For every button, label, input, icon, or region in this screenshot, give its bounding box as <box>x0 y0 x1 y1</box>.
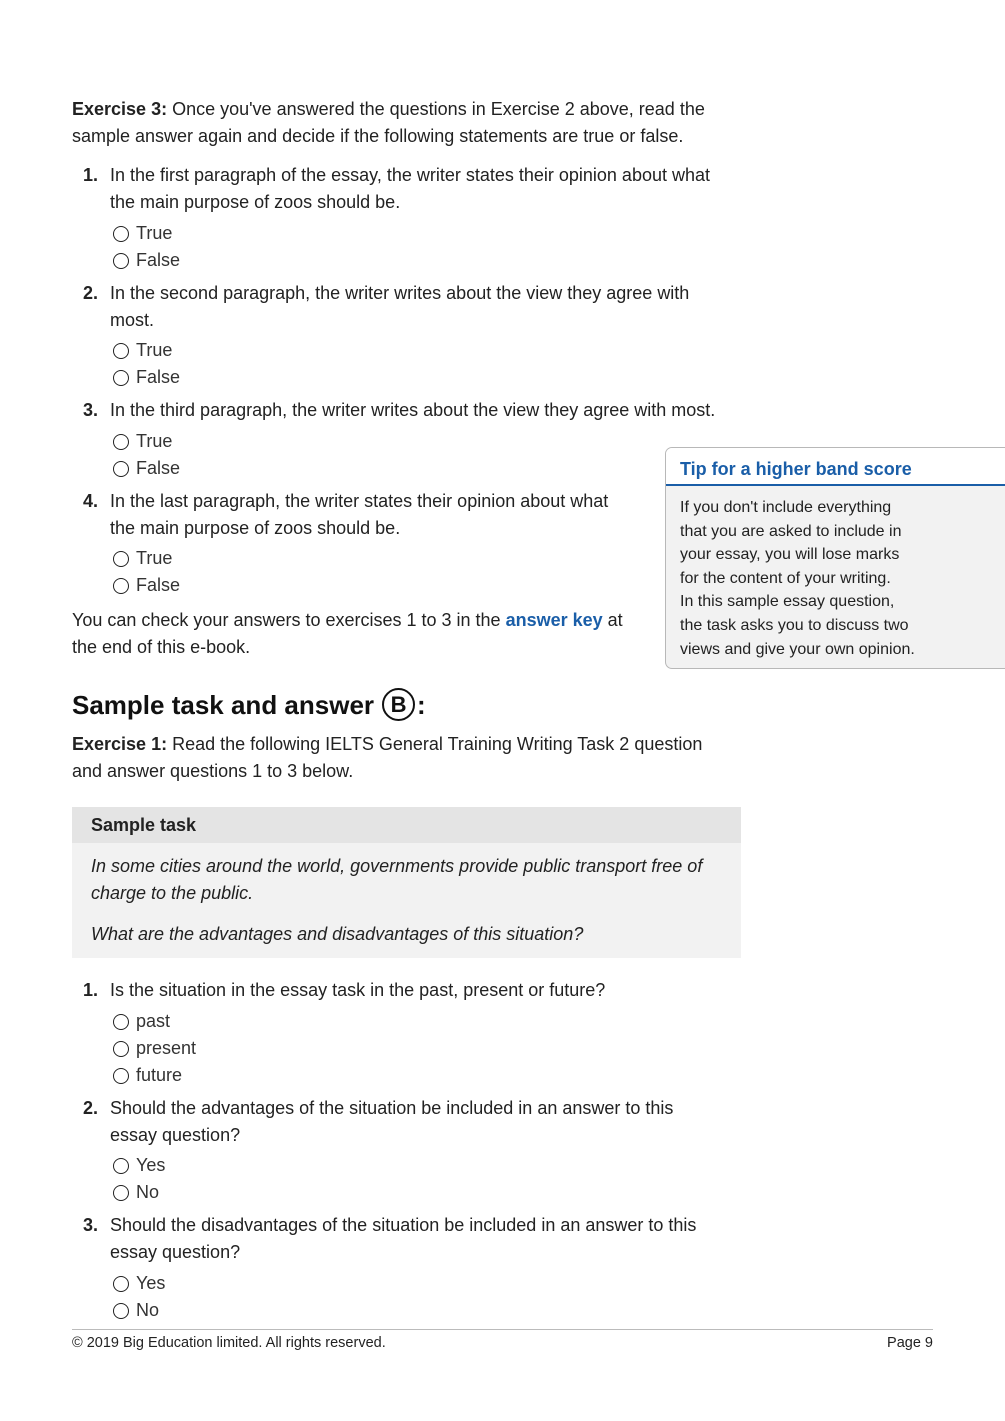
exercise-1-line2: and answer questions 1 to 3 below. <box>72 761 354 781</box>
question-text <box>110 280 750 334</box>
section-heading <box>72 688 426 721</box>
question-text <box>110 1095 750 1149</box>
footer-copyright: © 2019 Big Education limited. All rights reserved. <box>72 1335 386 1351</box>
option-label: True <box>136 223 173 243</box>
question-line: most. <box>110 310 155 330</box>
radio-circle-icon[interactable] <box>113 578 129 594</box>
answer-key-link[interactable]: answer key <box>505 610 603 630</box>
tip-body <box>666 486 1005 661</box>
exercise-1-label: Exercise 1: <box>72 734 168 754</box>
tip-line: that you are asked to include in <box>680 522 902 540</box>
option-label: False <box>136 575 181 595</box>
radio-circle-icon[interactable] <box>113 1068 129 1084</box>
question-line: essay question? <box>110 1125 241 1145</box>
tip-line: views and give your own opinion. <box>680 640 915 658</box>
tip-line: for the content of your writing. <box>680 569 891 587</box>
radio-option-yes[interactable] <box>113 1270 165 1297</box>
option-label: True <box>136 431 173 451</box>
radio-circle-icon[interactable] <box>113 461 129 477</box>
option-label: past <box>136 1011 171 1031</box>
option-label: future <box>136 1065 183 1085</box>
question-line: Should the advantages of the situation be included in an answer to this <box>110 1098 674 1118</box>
question-text <box>110 1212 750 1266</box>
question-text <box>110 162 750 216</box>
section-heading-text: Sample task and answer <box>72 689 375 720</box>
radio-circle-icon[interactable] <box>113 1303 129 1319</box>
option-label: No <box>136 1300 160 1320</box>
radio-circle-icon[interactable] <box>113 434 129 450</box>
sample-task-body <box>72 843 741 948</box>
answer-check-note <box>72 607 652 661</box>
question-line: the main purpose of zoos should be. <box>110 192 401 212</box>
option-label: Yes <box>136 1273 166 1293</box>
radio-option-false[interactable] <box>113 364 180 391</box>
question-line: In the last paragraph, the writer states their opinion about what <box>110 491 609 511</box>
question-line: In the third paragraph, the writer writes about the view they agree with most. <box>110 400 716 420</box>
section-heading-colon: : <box>417 689 426 720</box>
question-line: In the first paragraph of the essay, the writer states their opinion about what <box>110 165 711 185</box>
question-number: 2. <box>83 283 99 303</box>
sample-task-title: Sample task <box>72 807 741 843</box>
sample-task-box <box>72 807 741 958</box>
radio-circle-icon[interactable] <box>113 253 129 269</box>
question-line: Should the disadvantages of the situation be included in an answer to this <box>110 1215 697 1235</box>
question-number: 3. <box>83 1215 99 1235</box>
question-line: the main purpose of zoos should be. <box>110 518 401 538</box>
exercise-1-line1: Read the following IELTS General Training Writing Task 2 question <box>167 734 703 754</box>
exercise-3-line2: sample answer again and decide if the following statements are true or false. <box>72 126 684 146</box>
question-text <box>110 397 770 424</box>
radio-circle-icon[interactable] <box>113 370 129 386</box>
radio-circle-icon[interactable] <box>113 1158 129 1174</box>
radio-option-true[interactable] <box>113 545 172 572</box>
radio-option-past[interactable] <box>113 1008 170 1035</box>
radio-circle-icon[interactable] <box>113 551 129 567</box>
radio-option-true[interactable] <box>113 337 172 364</box>
radio-option-no[interactable] <box>113 1179 159 1206</box>
tip-line: If you don't include everything <box>680 499 892 516</box>
option-label: No <box>136 1182 160 1202</box>
check-text: You can check your answers to exercises 1 to 3 in the <box>72 610 506 630</box>
question-text <box>110 977 750 1004</box>
tip-box <box>665 447 1005 669</box>
radio-circle-icon[interactable] <box>113 1014 129 1030</box>
tip-line: your essay, you will lose marks <box>680 546 900 564</box>
exercise-1-intro <box>72 731 752 785</box>
option-label: present <box>136 1038 197 1058</box>
question-number: 2. <box>83 1098 99 1118</box>
question-line: essay question? <box>110 1242 241 1262</box>
radio-option-false[interactable] <box>113 572 180 599</box>
question-line: Is the situation in the essay task in the past, present or future? <box>110 980 606 1000</box>
check-text: the end of this e-book. <box>72 637 251 657</box>
radio-option-yes[interactable] <box>113 1152 165 1179</box>
question-number: 3. <box>83 400 99 420</box>
radio-option-true[interactable] <box>113 220 172 247</box>
radio-circle-icon[interactable] <box>113 343 129 359</box>
question-number: 4. <box>83 491 99 511</box>
radio-circle-icon[interactable] <box>113 1185 129 1201</box>
question-number: 1. <box>83 980 99 1000</box>
tip-line: In this sample essay question, <box>680 593 895 611</box>
radio-circle-icon[interactable] <box>113 1276 129 1292</box>
task-line: In some cities around the world, governments provide public transport free of <box>91 856 703 876</box>
option-label: Yes <box>136 1155 166 1175</box>
option-label: False <box>136 367 181 387</box>
question-text <box>110 488 655 542</box>
option-label: False <box>136 458 181 478</box>
question-line: In the second paragraph, the writer writes about the view they agree with <box>110 283 690 303</box>
circled-letter-icon: B <box>382 688 415 721</box>
radio-circle-icon[interactable] <box>113 1041 129 1057</box>
tip-title: Tip for a higher band score <box>666 448 1005 486</box>
radio-option-true[interactable] <box>113 428 172 455</box>
option-label: True <box>136 548 173 568</box>
option-label: True <box>136 340 173 360</box>
exercise-3-label: Exercise 3: <box>72 99 168 119</box>
exercise-3-intro <box>72 96 752 150</box>
radio-option-present[interactable] <box>113 1035 196 1062</box>
task-question: What are the advantages and disadvantages of this situation? <box>91 924 584 944</box>
tip-line: the task asks you to discuss two <box>680 616 909 634</box>
exercise-3-line1: Once you've answered the questions in Exercise 2 above, read the <box>167 99 705 119</box>
radio-option-false[interactable] <box>113 247 180 274</box>
question-number: 1. <box>83 165 99 185</box>
radio-circle-icon[interactable] <box>113 226 129 242</box>
footer-divider <box>72 1329 933 1330</box>
radio-option-false[interactable] <box>113 455 180 482</box>
task-line: charge to the public. <box>91 883 254 903</box>
footer-page-number: Page 9 <box>887 1335 933 1351</box>
radio-option-future[interactable] <box>113 1062 182 1089</box>
radio-option-no[interactable] <box>113 1297 159 1324</box>
check-text: at <box>602 610 623 630</box>
option-label: False <box>136 250 181 270</box>
